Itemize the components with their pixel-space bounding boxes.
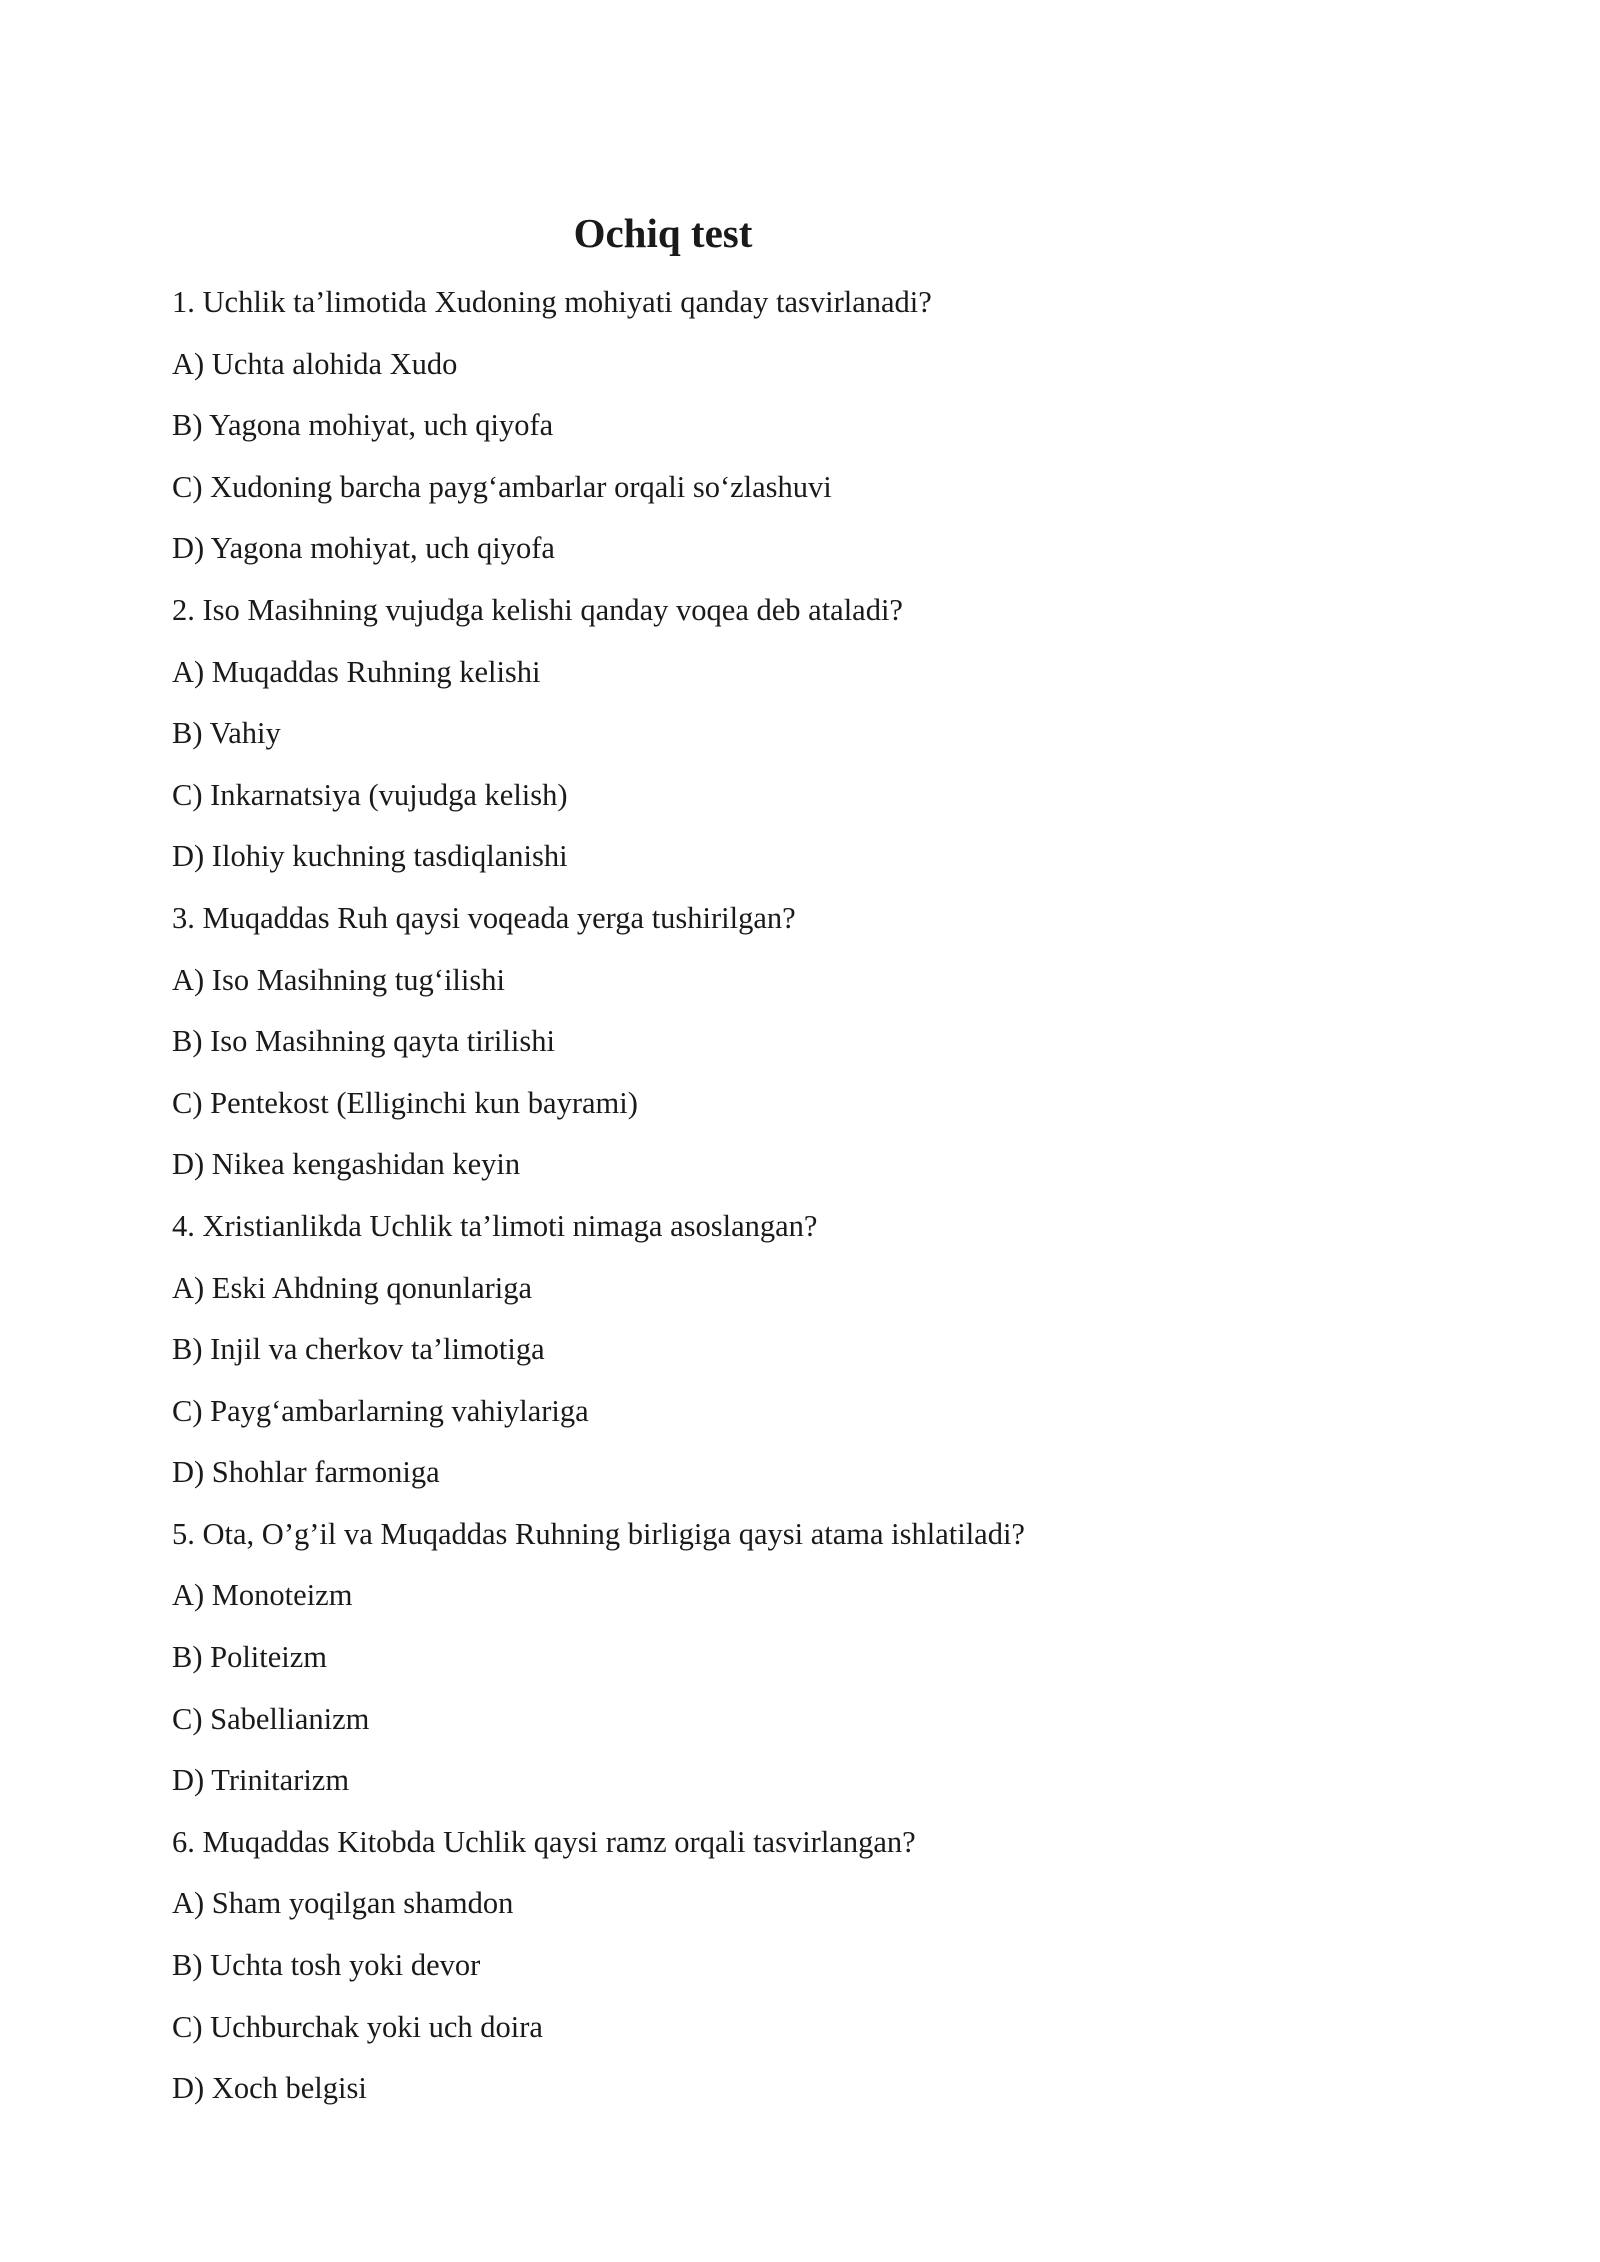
question-list bbox=[172, 272, 1472, 2120]
question-2-option-b: B) Vahiy bbox=[172, 716, 281, 751]
question-3-option-d: D) Nikea kengashidan keyin bbox=[172, 1147, 521, 1182]
question-3-option-b: B) Iso Masihning qayta tirilishi bbox=[172, 1024, 555, 1059]
question-4-option-c: C) Payg‘ambarlarning vahiylariga bbox=[172, 1393, 589, 1428]
question-3-text: 3. Muqaddas Ruh qaysi voqeada yerga tushirilgan? bbox=[172, 900, 796, 935]
question-2-option-c: C) Inkarnatsiya (vujudga kelish) bbox=[172, 777, 568, 812]
question-5-option-b: B) Politeizm bbox=[172, 1640, 328, 1675]
question-5-text: 5. Ota, O’g’il va Muqaddas Ruhning birligiga qaysi atama ishlatiladi? bbox=[172, 1516, 1025, 1551]
question-6-option-c: C) Uchburchak yoki uch doira bbox=[172, 2009, 543, 2044]
question-1-option-b: B) Yagona mohiyat, uch qiyofa bbox=[172, 408, 554, 443]
question-1-option-a: A) Uchta alohida Xudo bbox=[172, 346, 458, 381]
question-2-option-d: D) Ilohiy kuchning tasdiqlanishi bbox=[172, 839, 568, 874]
question-1-text: 1. Uchlik ta’limotida Xudoning mohiyati qanday tasvirlanadi? bbox=[172, 285, 932, 319]
question-5-option-d: D) Trinitarizm bbox=[172, 1763, 350, 1798]
page-title: Ochiq test bbox=[573, 210, 753, 256]
question-4-option-d: D) Shohlar farmoniga bbox=[172, 1455, 440, 1490]
question-6-text: 6. Muqaddas Kitobda Uchlik qaysi ramz orqali tasvirlangan? bbox=[172, 1824, 916, 1859]
question-1-option-d: D) Yagona mohiyat, uch qiyofa bbox=[172, 531, 555, 566]
question-6-option-b: B) Uchta tosh yoki devor bbox=[172, 1948, 481, 1983]
question-2-option-a: A) Muqaddas Ruhning kelishi bbox=[172, 654, 541, 689]
question-4-text: 4. Xristianlikda Uchlik ta’limoti nimaga asoslangan? bbox=[172, 1208, 818, 1243]
question-1-option-c: C) Xudoning barcha payg‘ambarlar orqali so‘zlashuvi bbox=[172, 469, 832, 504]
question-5-option-c: C) Sabellianizm bbox=[172, 1701, 370, 1736]
question-6-option-d: D) Xoch belgisi bbox=[172, 2071, 367, 2106]
question-4-option-b: B) Injil va cherkov ta’limotiga bbox=[172, 1332, 545, 1367]
question-5-option-a: A) Monoteizm bbox=[172, 1578, 353, 1613]
question-6-option-a: A) Sham yoqilgan shamdon bbox=[172, 1886, 514, 1921]
question-4-option-a: A) Eski Ahdning qonunlariga bbox=[172, 1270, 533, 1305]
question-2-text: 2. Iso Masihning vujudga kelishi qanday voqea deb ataladi? bbox=[172, 592, 903, 627]
question-3-option-c: C) Pentekost (Elliginchi kun bayrami) bbox=[172, 1085, 638, 1120]
question-3-option-a: A) Iso Masihning tug‘ilishi bbox=[172, 962, 505, 997]
